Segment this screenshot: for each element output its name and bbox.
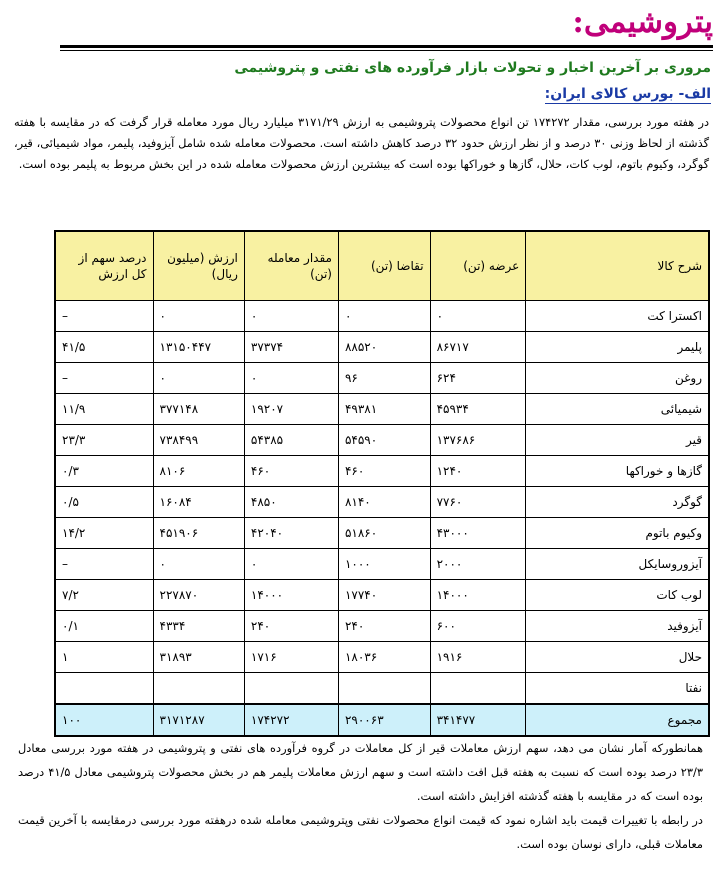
cell-value: ۲۲۷۸۷۰ [153, 580, 244, 611]
cell-quantity: ۰ [244, 549, 338, 580]
table-row [55, 425, 709, 456]
cell-product: لوب کات [526, 580, 709, 611]
cell-value: ۰ [153, 549, 244, 580]
table-row [55, 394, 709, 425]
header-share: درصد سهم از کل ارزش [55, 231, 153, 301]
cell-value: ۷۳۸۴۹۹ [153, 425, 244, 456]
cell-quantity: ۳۷۳۷۴ [244, 332, 338, 363]
cell-supply: ۶۰۰ [430, 611, 526, 642]
header-product: شرح کالا [526, 231, 709, 301]
cell-supply: ۰ [430, 301, 526, 332]
cell-share: ۰/۵ [55, 487, 153, 518]
cell-quantity: ۱۷۱۶ [244, 642, 338, 673]
section-heading [11, 84, 711, 104]
cell-demand: ۵۴۵۹۰ [338, 425, 430, 456]
cell-product: پلیمر [526, 332, 709, 363]
cell-share: ۲۳/۳ [55, 425, 153, 456]
cell-product: وکیوم باتوم [526, 518, 709, 549]
cell-share: ۰/۳ [55, 456, 153, 487]
cell-value: ۰ [153, 301, 244, 332]
total-share: ۱۰۰ [55, 704, 153, 736]
cell-demand: ۸۱۴۰ [338, 487, 430, 518]
total-supply: ۳۴۱۴۷۷ [430, 704, 526, 736]
table-row [55, 580, 709, 611]
header-supply: عرضه (تن) [430, 231, 526, 301]
cell-value [153, 673, 244, 705]
header-quantity: مقدار معامله (تن) [244, 231, 338, 301]
header-demand: تقاضا (تن) [338, 231, 430, 301]
table-header-row [55, 231, 709, 301]
table-row [55, 456, 709, 487]
petrochemical-logo: پتروشیمی: [572, 4, 713, 40]
total-demand: ۲۹۰۰۶۳ [338, 704, 430, 736]
cell-quantity: ۱۴۰۰۰ [244, 580, 338, 611]
cell-quantity: ۵۴۳۸۵ [244, 425, 338, 456]
cell-product: نفتا [526, 673, 709, 705]
cell-quantity: ۴۸۵۰ [244, 487, 338, 518]
cell-supply: ۴۵۹۳۴ [430, 394, 526, 425]
cell-supply: ۱۴۰۰۰ [430, 580, 526, 611]
cell-product: قیر [526, 425, 709, 456]
cell-product: آیزوفید [526, 611, 709, 642]
cell-value: ۳۷۷۱۴۸ [153, 394, 244, 425]
cell-product: آیزوروسایکل [526, 549, 709, 580]
cell-value: ۱۳۱۵۰۴۴۷ [153, 332, 244, 363]
table-row [55, 332, 709, 363]
cell-demand: ۱۰۰۰ [338, 549, 430, 580]
table-row [55, 518, 709, 549]
cell-quantity: ۴۶۰ [244, 456, 338, 487]
cell-quantity: ۱۹۲۰۷ [244, 394, 338, 425]
cell-demand [338, 673, 430, 705]
intro-paragraph-text: در هفته مورد بررسی، مقدار ۱۷۴۲۷۲ تن انواع محصولات پتروشیمی به ارزش ۳۱۷۱/۲۹ میلیارد ریال مورد معامله قرار گرفت که در مقایسه با هفته گذشته از لحاظ وزنی ۳۰ درصد و از نظر ارزش حدود ۳۲ درصد کاهش داشته است. محصولات معامله شده شامل آیزوفید، پلیمر، مواد شیمیائی، قیر، گوگرد، وکیوم باتوم، لوب کات، حلال، گازها و خوراکها بوده است که بیشترین ارزش محصولات معامله شده در این بخش مربوط به پلیمر بوده است. [14, 115, 710, 171]
cell-supply: ۶۲۴ [430, 363, 526, 394]
cell-supply: ۴۳۰۰۰ [430, 518, 526, 549]
analysis-paragraphs [18, 736, 703, 856]
total-label: مجموع [526, 704, 709, 736]
table-row [55, 301, 709, 332]
cell-quantity: ۰ [244, 363, 338, 394]
table-body [55, 301, 709, 737]
article-title: مروری بر آخرین اخبار و تحولات بازار فرآورده های نفتی و پتروشیمی [234, 60, 711, 76]
cell-product: گازها و خوراکها [526, 456, 709, 487]
cell-supply: ۸۶۷۱۷ [430, 332, 526, 363]
cell-demand: ۸۸۵۲۰ [338, 332, 430, 363]
cell-demand: ۴۹۳۸۱ [338, 394, 430, 425]
analysis-paragraph-text: همانطورکه آمار نشان می دهد، سهم ارزش معاملات قیر از کل معاملات در گروه فرآورده های نفتی و پتروشیمی در هفته مورد بررسی معادل ۲۳/۳ درصد بوده است که نسبت به هفته قبل افت داشته است و سهم ارزش معاملات پلیمر هم در بخش محصولات پتروشیمی معادل ۴۱/۵ درصد بوده است که در مقایسه با هفته گذشته افزایش داشته است. [18, 741, 703, 803]
cell-supply: ۱۹۱۶ [430, 642, 526, 673]
header-value: ارزش (میلیون ریال) [153, 231, 244, 301]
table-row [55, 673, 709, 705]
cell-demand: ۱۸۰۳۶ [338, 642, 430, 673]
cell-value: ۳۱۸۹۳ [153, 642, 244, 673]
cell-demand: ۵۱۸۶۰ [338, 518, 430, 549]
cell-value: ۱۶۰۸۴ [153, 487, 244, 518]
table-row [55, 549, 709, 580]
cell-share: ۴۱/۵ [55, 332, 153, 363]
section-heading-text: الف- بورس کالای ایران: [544, 86, 711, 102]
cell-demand: ۱۷۷۴۰ [338, 580, 430, 611]
cell-share: – [55, 363, 153, 394]
commodity-trade-table [54, 230, 710, 737]
cell-share: – [55, 301, 153, 332]
cell-share: ۱ [55, 642, 153, 673]
price-paragraph-text: در رابطه با تغییرات قیمت باید اشاره نمود که قیمت انواع محصولات نفتی وپتروشیمی معامله شده درهفته مورد بررسی درمقایسه با آخرین قیمت معاملات قبلی، دارای نوسان بوده است. [18, 813, 703, 851]
total-quantity: ۱۷۴۲۷۲ [244, 704, 338, 736]
cell-share: ۱۴/۲ [55, 518, 153, 549]
cell-product: گوگرد [526, 487, 709, 518]
cell-product: روغن [526, 363, 709, 394]
table-row [55, 611, 709, 642]
cell-share: – [55, 549, 153, 580]
table-row [55, 487, 709, 518]
cell-value: ۴۵۱۹۰۶ [153, 518, 244, 549]
cell-demand: ۴۶۰ [338, 456, 430, 487]
cell-product: حلال [526, 642, 709, 673]
header-rule-thick [60, 45, 713, 48]
total-value: ۳۱۷۱۲۸۷ [153, 704, 244, 736]
cell-quantity [244, 673, 338, 705]
cell-share: ۱۱/۹ [55, 394, 153, 425]
intro-paragraph [14, 112, 709, 175]
cell-share: ۰/۱ [55, 611, 153, 642]
cell-demand: ۰ [338, 301, 430, 332]
table-row [55, 642, 709, 673]
cell-supply: ۷۷۶۰ [430, 487, 526, 518]
cell-supply: ۲۰۰۰ [430, 549, 526, 580]
cell-quantity: ۴۲۰۴۰ [244, 518, 338, 549]
cell-value: ۴۳۳۴ [153, 611, 244, 642]
cell-supply: ۱۲۴۰ [430, 456, 526, 487]
cell-quantity: ۰ [244, 301, 338, 332]
table-total-row [55, 704, 709, 736]
cell-value: ۰ [153, 363, 244, 394]
cell-share: ۷/۲ [55, 580, 153, 611]
cell-supply: ۱۳۷۶۸۶ [430, 425, 526, 456]
header-rule-thin [60, 50, 713, 51]
cell-quantity: ۲۴۰ [244, 611, 338, 642]
cell-demand: ۲۴۰ [338, 611, 430, 642]
cell-share [55, 673, 153, 705]
cell-product: اکسترا کت [526, 301, 709, 332]
cell-product: شیمیائی [526, 394, 709, 425]
cell-value: ۸۱۰۶ [153, 456, 244, 487]
table-row [55, 363, 709, 394]
cell-supply [430, 673, 526, 705]
cell-demand: ۹۶ [338, 363, 430, 394]
